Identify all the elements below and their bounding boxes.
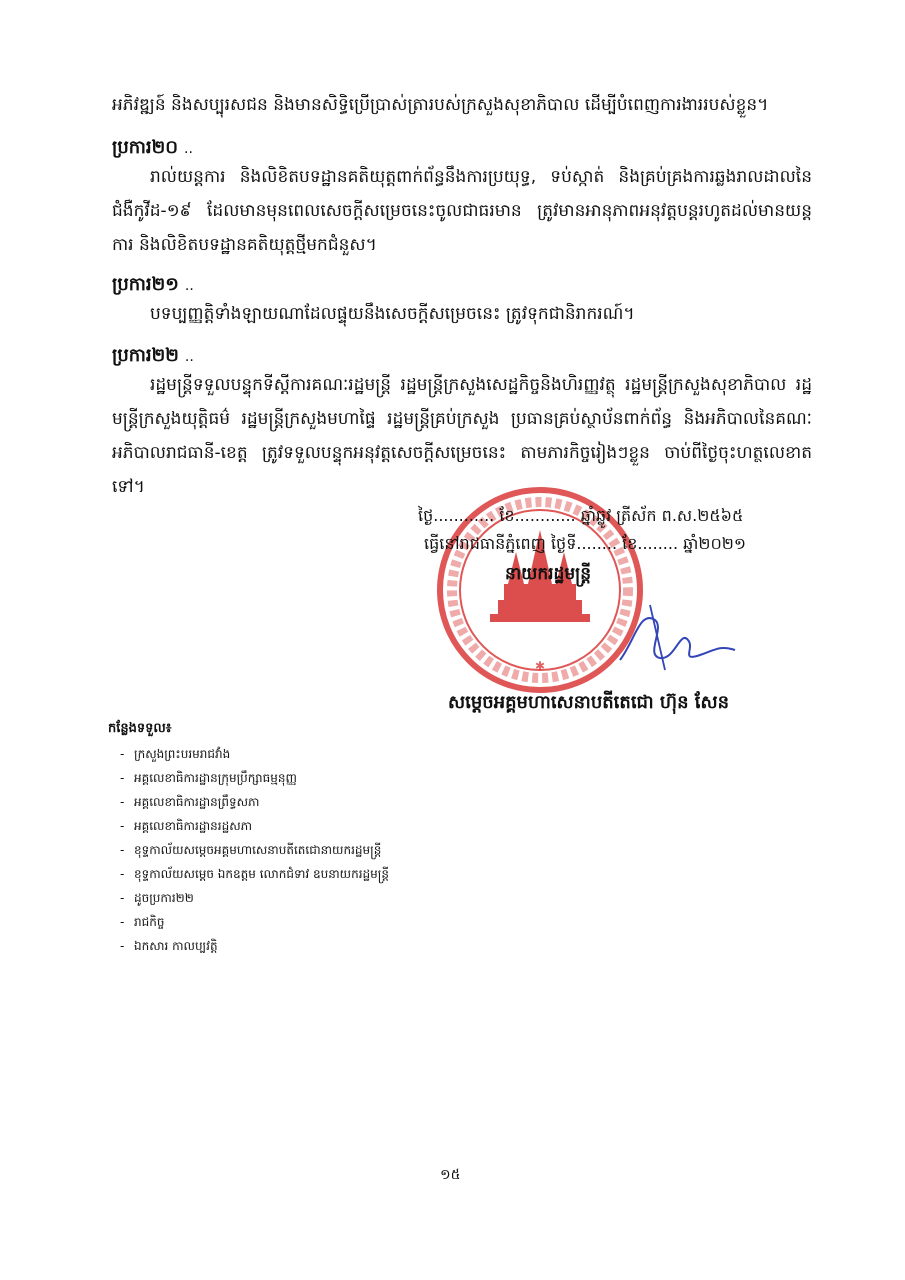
list-item: - ខុទ្ទកាល័យសម្ដេច ឯកឧត្ដម លោកជំទាវ ឧបនាយករដ្ឋមន្ត្រី — [120, 867, 389, 881]
list-item: - អគ្គលេខាធិការដ្ឋានក្រុមប្រឹក្សាធម្មនុញ្ញ — [120, 771, 297, 785]
handwritten-signature — [610, 600, 740, 680]
continuation-line: អភិវឌ្ឍន៍ និងសប្បុរសជន និងមានសិទ្ធិប្រើប្រាស់ត្រារបស់ក្រសួងសុខាភិបាល ដើម្បីបំពេញការងាររបស់ខ្លួន។ — [112, 95, 769, 115]
article-21-heading: ប្រការ២១ .. — [112, 274, 194, 295]
signer-name: សម្ដេចអគ្គមហាសេនាបតីតេជោ ហ៊ុន សែន — [448, 692, 730, 713]
article-20-heading: ប្រការ២០ .. — [112, 137, 193, 158]
recipients-list — [120, 742, 389, 958]
list-item: - ខុទ្ទកាល័យសម្ដេចអគ្គមហាសេនាបតីតេជោនាយករដ្ឋមន្ត្រី — [120, 843, 382, 857]
signatory-title: នាយករដ្ឋមន្ត្រី — [505, 564, 591, 584]
article-21-body: បទប្បញ្ញត្តិទាំងឡាយណាដែលផ្ទុយនឹងសេចក្ដីសម្រេចនេះ ត្រូវទុកជានិរាករណ៍។ — [150, 304, 635, 324]
list-item: - ក្រសួងព្រះបរមរាជវាំង — [120, 747, 231, 761]
list-item: - រាជកិច្ច — [120, 915, 165, 929]
svg-text:✱: ✱ — [534, 659, 546, 673]
list-item: - ឯកសារ កាលប្បវត្តិ — [120, 939, 218, 953]
article-20-title: ប្រការ២០ — [112, 137, 179, 158]
article-22-heading: ប្រការ២២ .. — [112, 345, 194, 366]
article-22-title: ប្រការ២២ — [112, 345, 179, 366]
solar-date-line: ធ្វើនៅរាជធានីភ្នំពេញ ថ្ងៃទី........ ខែ........ ឆ្នាំ២០២១ — [424, 534, 747, 553]
article-21-title: ប្រការ២១ — [112, 274, 179, 295]
page-number: ១៥ — [440, 1167, 461, 1183]
lunar-date-line: ថ្ងៃ............ ខែ............ ឆ្នាំឆ្លូវ ត្រីស័ក ព.ស.២៥៦៥ — [418, 506, 744, 525]
list-item: - អគ្គលេខាធិការដ្ឋានរដ្ឋសភា — [120, 819, 253, 833]
recipients-heading: កន្លែងទទួល៖ — [108, 721, 172, 736]
list-item: - ដូចប្រការ២២ — [120, 891, 194, 905]
list-item: - អគ្គលេខាធិការដ្ឋានព្រឹទ្ធសភា — [120, 795, 260, 809]
article-20-body: រាល់យន្តការ និងលិខិតបទដ្ឋានគតិយុត្តពាក់ព័ន្ធនឹងការប្រយុទ្ធ, ទប់ស្កាត់ និងគ្រប់គ្រងការឆ្លងរាលដាលនៃជំងឺកូវីដ-១៩ ដែលមានមុនពេលសេចក្ដីសម្រេចនេះចូលជាធរមាន ត្រូវមានអានុភាពអនុវត្តបន្តរហូតដល់មានយន្តការ និងលិខិតបទដ្ឋានគតិយុត្តថ្មីមកជំនួស។ — [112, 167, 812, 255]
article-22-body: រដ្ឋមន្ត្រីទទួលបន្ទុកទីស្ដីការគណៈរដ្ឋមន្ត្រី រដ្ឋមន្ត្រីក្រសួងសេដ្ឋកិច្ចនិងហិរញ្ញវត្ថុ រដ្ឋមន្ត្រីក្រសួងសុខាភិបាល រដ្ឋមន្ត្រីក្រសួងយុត្តិធម៌ រដ្ឋមន្ត្រីក្រសួងមហាផ្ទៃ រដ្ឋមន្ត្រីគ្រប់ក្រសួង ប្រធានគ្រប់ស្ថាប័នពាក់ព័ន្ធ និងអភិបាលនៃគណៈអភិបាលរាជធានី-ខេត្ត ត្រូវទទួលបន្ទុកអនុវត្តសេចក្ដីសម្រេចនេះ តាមភារកិច្ចរៀងៗខ្លួន ចាប់ពីថ្ងៃចុះហត្ថលេខាតទៅ។ — [112, 375, 812, 497]
